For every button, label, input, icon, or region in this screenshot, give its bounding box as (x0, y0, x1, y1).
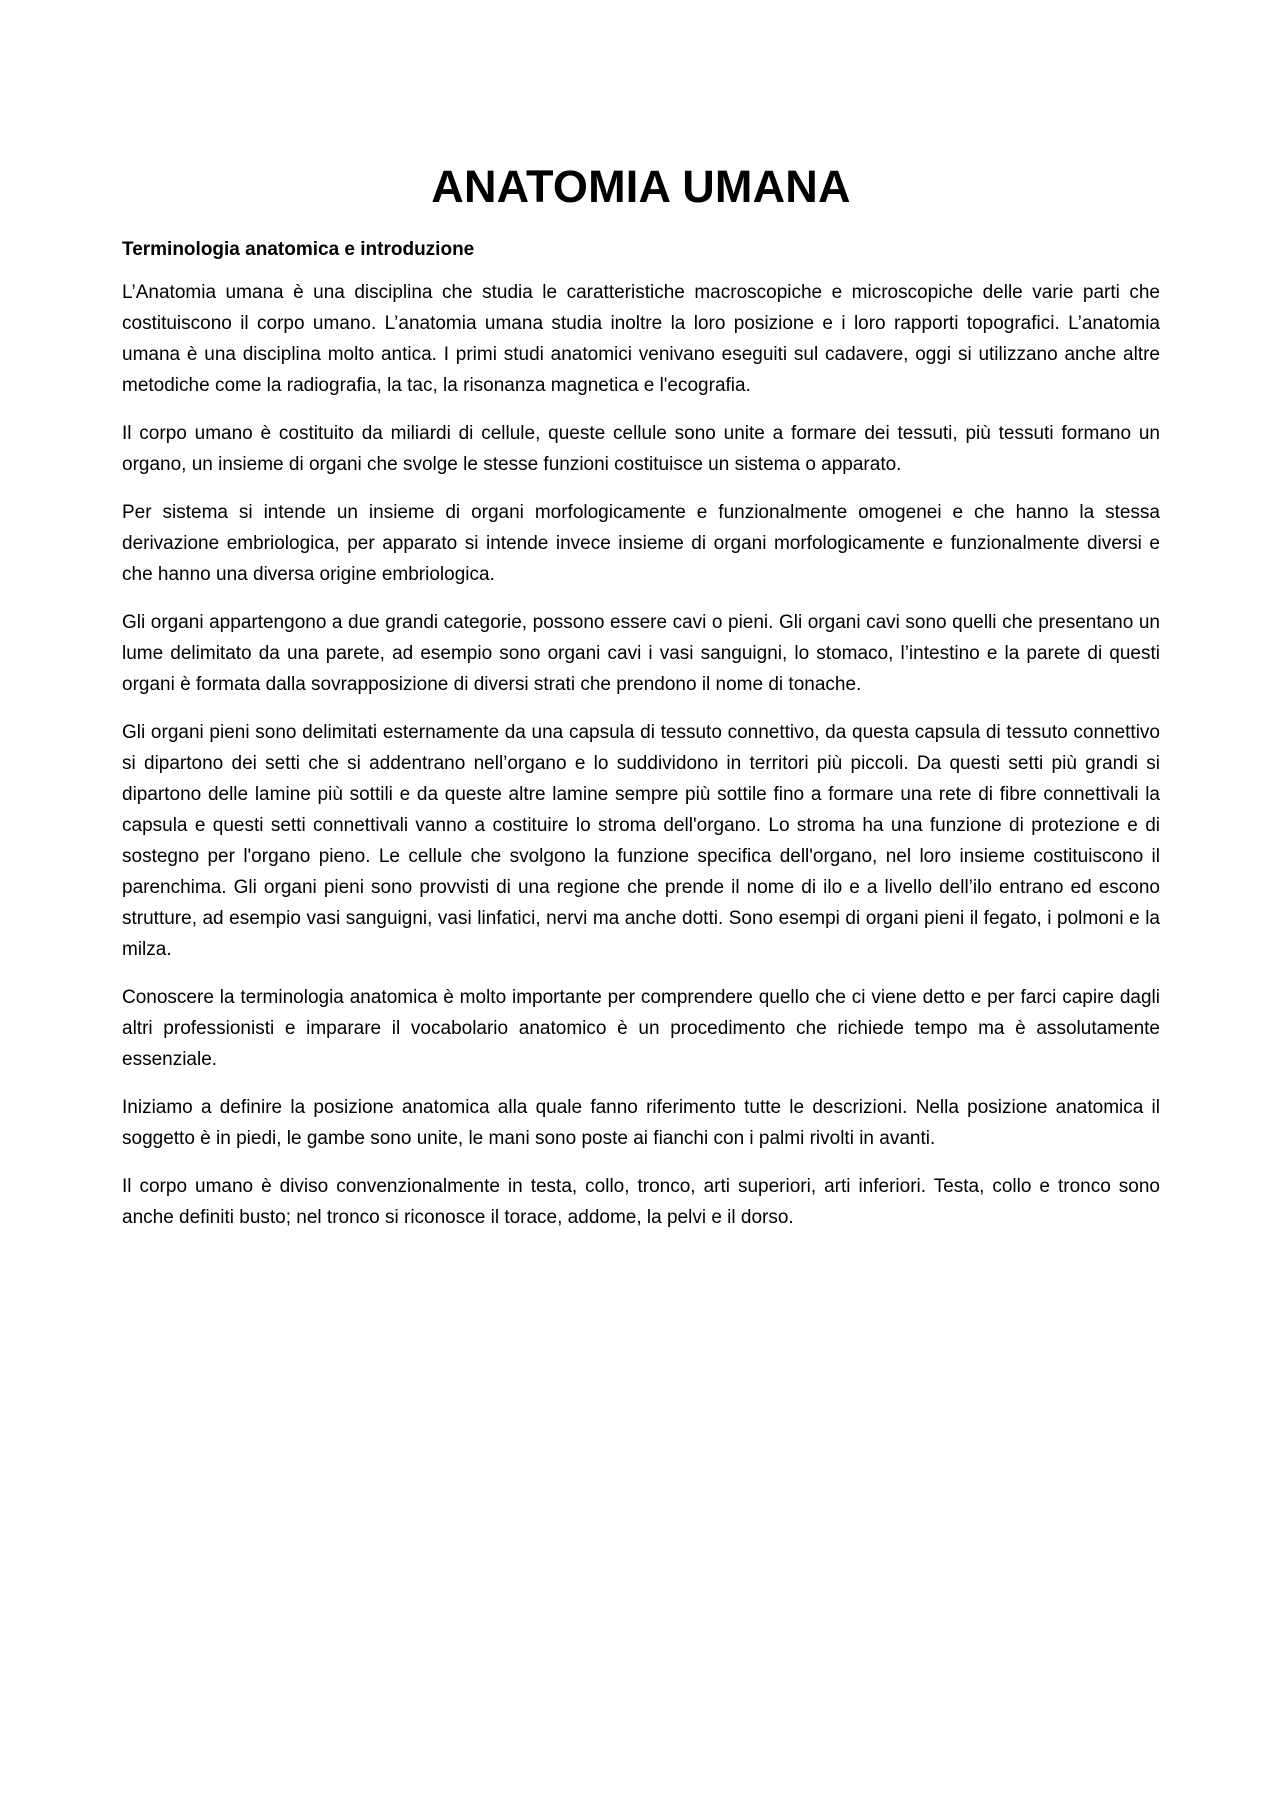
paragraph-introduction: L’Anatomia umana è una disciplina che studia le caratteristiche macroscopiche e microscopiche delle varie parti che costituiscono il corpo umano. L’anatomia umana studia inoltre la loro posizione e i loro rapporti topografici. L’anatomia umana è una disciplina molto antica. I primi studi anatomici venivano eseguiti sul cadavere, oggi si utilizzano anche altre metodiche come la radiografia, la tac, la risonanza magnetica e l'ecografia. (122, 282, 1160, 396)
section-heading: Terminologia anatomica e introduzione (122, 239, 475, 260)
paragraph-system-apparatus: Per sistema si intende un insieme di organi morfologicamente e funzionalmente omogenei e che hanno la stessa derivazione embriologica, per apparato si intende invece insieme di organi morfologicamente e funzionalmente diversi e che hanno una diversa origine embriologica. (122, 502, 1160, 585)
paragraph-solid-organs: Gli organi pieni sono delimitati esternamente da una capsula di tessuto connettivo, da questa capsula di tessuto connettivo si dipartono dei setti che si addentrano nell’organo e lo suddividono in territori più piccoli. Da questi setti più grandi si dipartono delle lamine più sottili e da queste altre lamine sempre più sottile fino a formare una rete di fibre connettivali la capsula e questi setti connettivali vanno a costituire lo stroma dell'organo. Lo stroma ha una funzione di protezione e di sostegno per l'organo pieno. Le cellule che svolgono la funzione specifica dell'organo, nel loro insieme costituiscono il parenchima. Gli organi pieni sono provvisti di una regione che prende il nome di ilo e a livello dell’ilo entrano ed escono strutture, ad esempio vasi sanguigni, vasi linfatici, nervi ma anche dotti. Sono esempi di organi pieni il fegato, i polmoni e la milza. (122, 722, 1160, 960)
paragraph-cells-tissues: Il corpo umano è costituito da miliardi di cellule, queste cellule sono unite a formare dei tessuti, più tessuti formano un organo, un insieme di organi che svolge le stesse funzioni costituisce un sistema o apparato. (122, 423, 1160, 475)
document-body (122, 156, 1160, 1250)
paragraph-anatomical-position: Iniziamo a definire la posizione anatomica alla quale fanno riferimento tutte le descrizioni. Nella posizione anatomica il soggetto è in piedi, le gambe sono unite, le mani sono poste ai fianchi con i palmi rivolti in avanti. (122, 1097, 1160, 1149)
paragraph-terminology: Conoscere la terminologia anatomica è molto importante per comprendere quello che ci viene detto e per farci capire dagli altri professionisti e imparare il vocabolario anatomico è un procedimento che richiede tempo ma è assolutamente essenziale. (122, 987, 1160, 1070)
document-title: ANATOMIA UMANA (431, 161, 851, 212)
paragraph-hollow-organs: Gli organi appartengono a due grandi categorie, possono essere cavi o pieni. Gli organi cavi sono quelli che presentano un lume delimitato da una parete, ad esempio sono organi cavi i vasi sanguigni, lo stomaco, l’intestino e la parete di questi organi è formata dalla sovrapposizione di diversi strati che prendono il nome di tonache. (122, 612, 1160, 695)
paragraph-body-regions: Il corpo umano è diviso convenzionalmente in testa, collo, tronco, arti superiori, arti inferiori. Testa, collo e tronco sono anche definiti busto; nel tronco si riconosce il torace, addome, la pelvi e il dorso. (122, 1176, 1160, 1228)
